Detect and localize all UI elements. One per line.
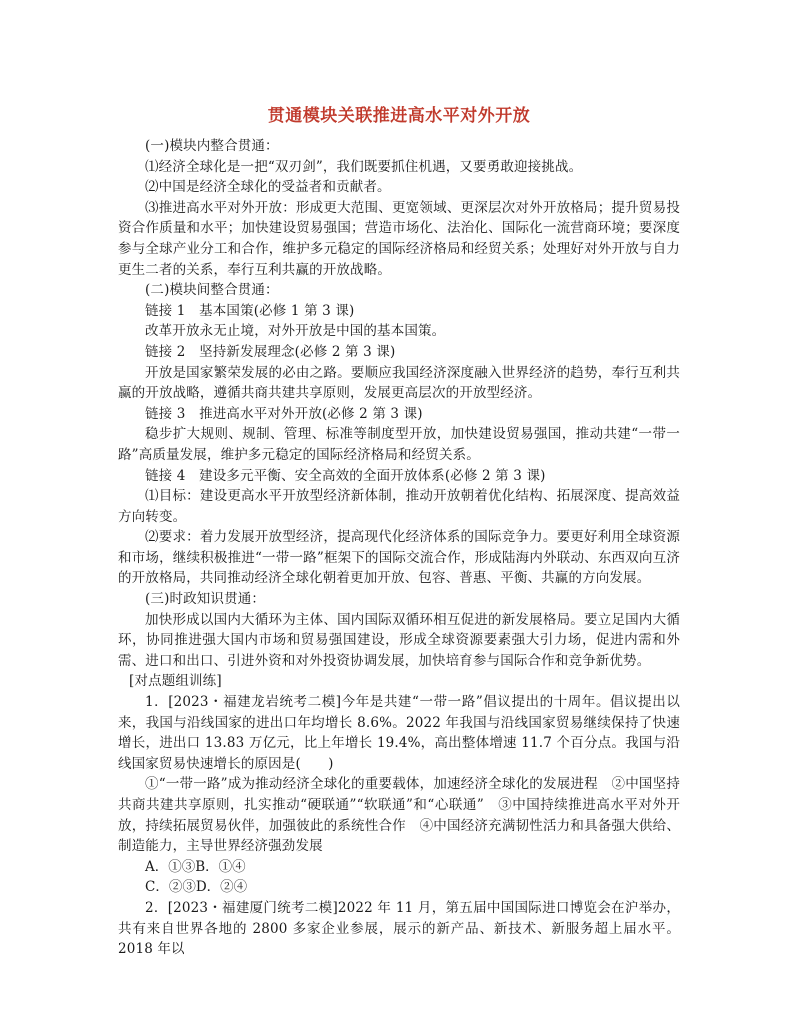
- paragraph: 链接 3 推进高水平对外开放(必修 2 第 3 课): [145, 405, 423, 422]
- paragraph: ⑴目标：建设更高水平开放型经济新体制，推动开放朝着优化结构、拓展深度、提高效益方向转变。: [118, 488, 680, 525]
- paragraph: ①“一带一路”成为推动经济全球化的重要载体，加速经济全球化的发展进程 ②中国坚持共商共建共享原则，扎实推动“硬联通”“软联通”和“心联通” ③中国持续推进高水平对外开放，持续拓展贸易伙伴，加强彼此的系统性合作 ④中国经济充满韧性活力和具备强大供给、制造能力，主导世界经济强劲发展: [118, 776, 680, 855]
- paragraph: 稳步扩大规则、规制、管理、标准等制度型开放，加快建设贸易强国，推动共建“一带一路”高质量发展，维护多元稳定的国际经济格局和经贸关系。: [118, 426, 680, 463]
- paragraph: 1．[2023・福建龙岩统考二模]今年是共建“一带一路”倡议提出的十周年。倡议提出以来，我国与沿线国家的进出口年均增长 8.6%。2022 年我国与沿线国家贸易继续保持了快速增长，进出口 13.83 万亿元，比上年增长 19.4%，高出整体增速 11.7 个百分点。我国与沿线国家贸易快速增长的原因是( ): [118, 694, 680, 772]
- paragraph: (三)时政知识贯通：: [145, 591, 266, 608]
- paragraph: ⑵要求：着力发展开放型经济，提高现代化经济体系的国际竞争力。要更好利用全球资源和市场，继续积极推进“一带一路”框架下的国际交流合作，形成陆海内外联动、东西双向互济的开放格局，共同推动经济全球化朝着更加开放、包容、普惠、平衡、共赢的方向发展。: [118, 529, 680, 587]
- question-2-text: 2．[2023・福建厦门统考二模]2022 年 11 月，第五届中国国际进口博览会在沪举办，共有来自世界各地的 2800 多家企业参展，展示的新产品、新技术、新服务超上届水平。2018 年以: [118, 899, 680, 958]
- paragraph: ⑵中国是经济全球化的受益者和贡献者。: [145, 179, 391, 196]
- paragraph: (一)模块内整合贯通：: [145, 138, 279, 154]
- paragraph: 加快形成以国内大循环为主体、国内国际双循环相互促进的新发展格局。要立足国内大循环，协同推进强大国内市场和贸易强国建设，形成全球资源要素强大引力场，促进内需和外需、进口和出口、引进外资和对外投资协调发展，加快培育参与国际合作和竞争新优势。: [118, 611, 680, 669]
- paragraph: 链接 4 建设多元平衡、安全高效的全面开放体系(必修 2 第 3 课): [145, 467, 546, 484]
- paragraph: 链接 1 基本国策(必修 1 第 3 课): [145, 302, 355, 319]
- paragraph: 开放是国家繁荣发展的必由之路。要顺应我国经济深度融入世界经济的趋势，奉行互利共赢的开放战略，遵循共商共建共享原则，发展更高层次的开放型经济。: [118, 364, 680, 402]
- paragraph: [对点题组训练]: [129, 673, 222, 690]
- answer-option: D．②④: [195, 879, 248, 896]
- answer-option: B．①④: [195, 858, 246, 875]
- answer-options-row: [118, 857, 680, 878]
- document-title: 贯通模块关联推进高水平对外开放: [267, 106, 531, 126]
- paragraph: 链接 2 坚持新发展理念(必修 2 第 3 课): [145, 343, 396, 360]
- paragraph: 改革开放永无止境，对外开放是中国的基本国策。: [145, 323, 446, 340]
- paragraph: ⑶推进高水平对外开放：形成更大范围、更宽领域、更深层次对外开放格局；提升贸易投资合作质量和水平；加快建设贸易强国；营造市场化、法治化、国际化一流营商环境；要深度参与全球产业分工和合作，维护多元稳定的国际经济格局和经贸关系；处理好对外开放与自力更生二者的关系，奉行互利共赢的开放战略。: [118, 199, 680, 278]
- answer-options-row: [118, 877, 680, 898]
- document-body: [118, 136, 680, 898]
- answer-option: C．②③: [145, 879, 196, 896]
- answer-option: A．①③: [145, 858, 196, 875]
- paragraph: ⑴经济全球化是一把“双刃剑”，我们既要抓住机遇，又要勇敢迎接挑战。: [145, 158, 583, 175]
- document-page: [118, 104, 680, 960]
- paragraph: (二)模块间整合贯通：: [145, 282, 279, 299]
